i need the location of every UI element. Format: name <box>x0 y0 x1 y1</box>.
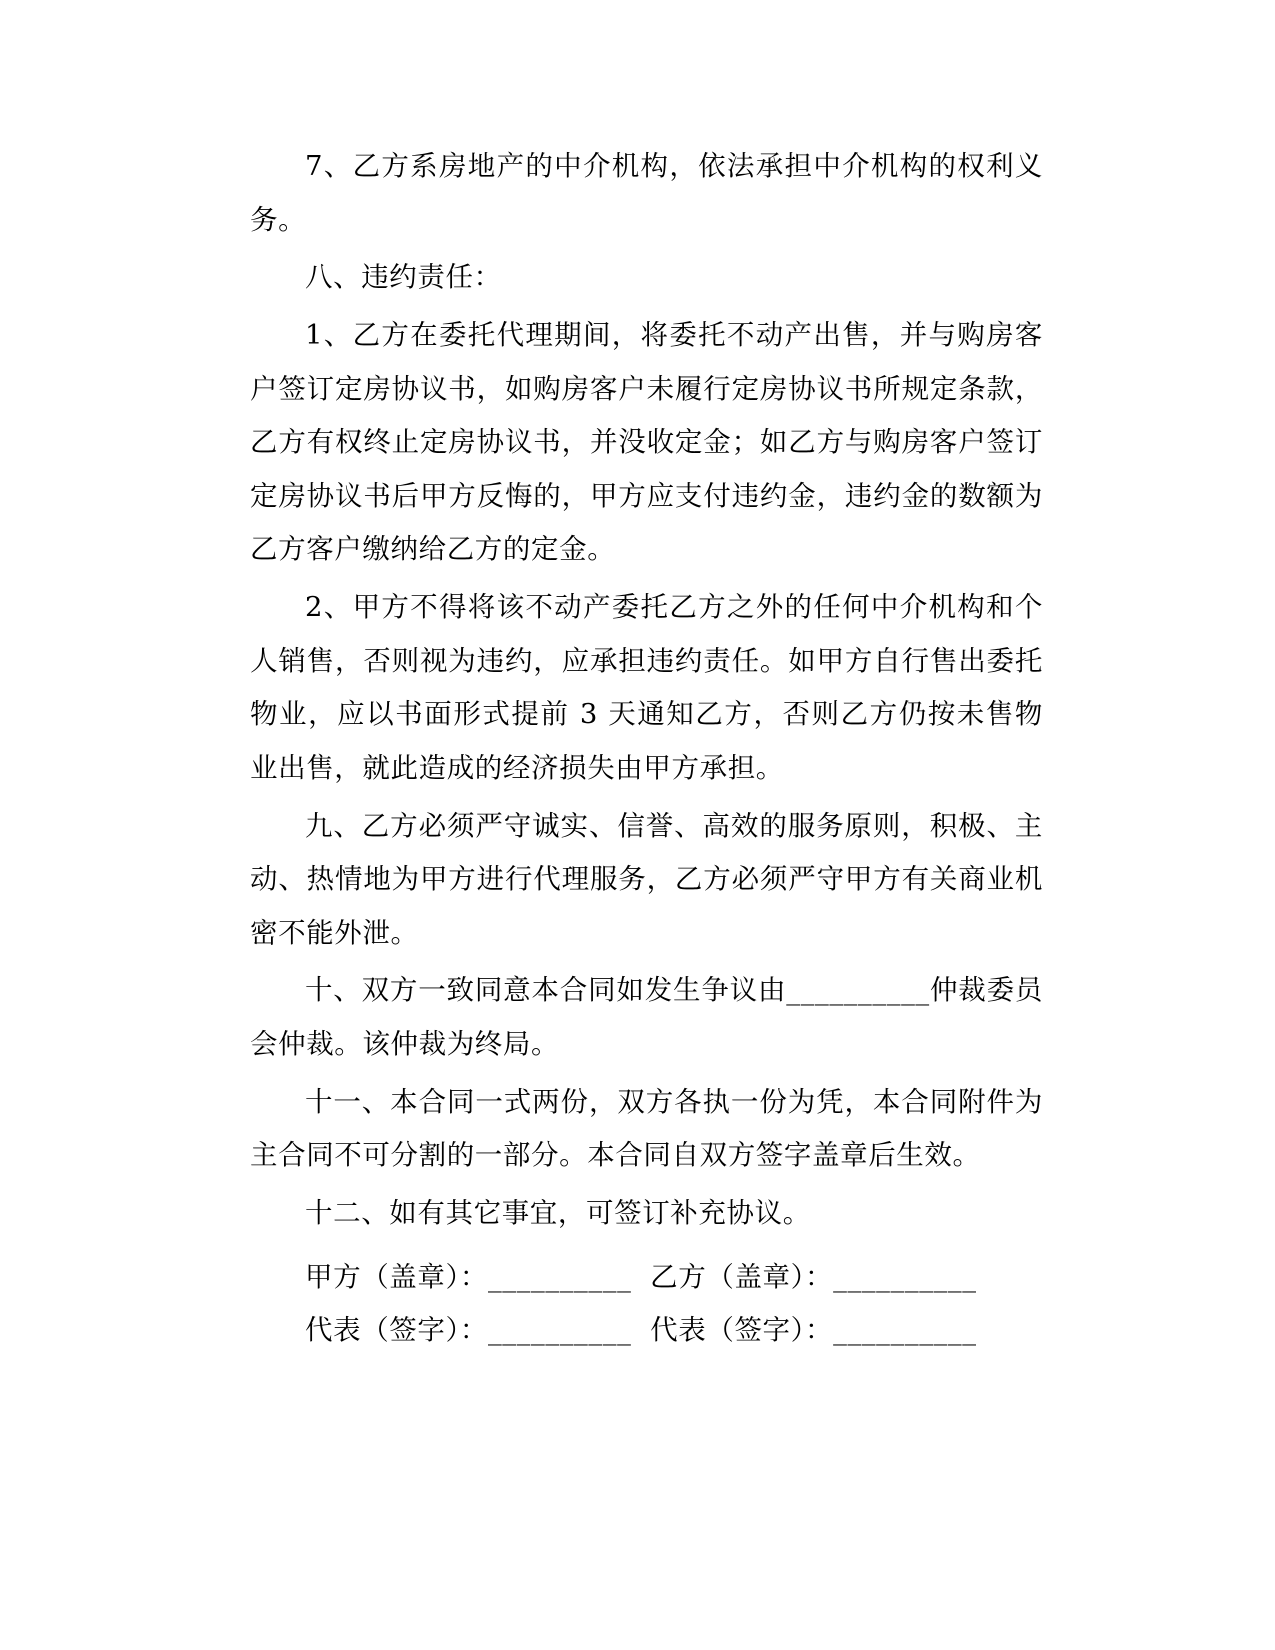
paragraph-section-9: 九、乙方必须严守诚实、信誉、高效的服务原则，积极、主动、热情地为甲方进行代理服务，乙方必须严守甲方有关商业机密不能外泄。 <box>250 809 1043 949</box>
signature-sign-line <box>250 1304 1043 1358</box>
party-b-sign-blank: __________ <box>833 1314 977 1347</box>
section-10-blank: __________ <box>786 974 930 1007</box>
paragraph-section-10 <box>250 964 1043 1071</box>
party-a-sign-blank: __________ <box>487 1314 632 1347</box>
document-body <box>250 140 1043 1358</box>
paragraph-section-12: 十二、如有其它事宜，可签订补充协议。 <box>305 1196 811 1229</box>
party-b-sign-label: 代表（签字）： <box>650 1314 834 1347</box>
section-10-suffix: 仲裁委员会仲裁。该仲裁为终局。 <box>250 974 1044 1060</box>
paragraph-clause-8-2: 2、甲方不得将该不动产委托乙方之外的任何中介机构和个人销售，否则视为违约，应承担违约责任。如甲方自行售出委托物业，应以书面形式提前 3 天通知乙方，否则乙方仍按未售物业出售，就此造成的经济损失由甲方承担。 <box>250 591 1043 784</box>
paragraph-section-11: 十一、本合同一式两份，双方各执一份为凭，本合同附件为主合同不可分割的一部分。本合同自双方签字盖章后生效。 <box>250 1085 1043 1172</box>
heading-section-8: 八、违约责任： <box>305 261 502 294</box>
paragraph-clause-7: 7、乙方系房地产的中介机构，依法承担中介机构的权利义务。 <box>250 150 1043 236</box>
party-a-sign-label: 代表（签字）： <box>305 1314 488 1347</box>
section-10-prefix: 十、双方一致同意本合同如发生争议由 <box>305 974 787 1007</box>
signature-stamp-line <box>250 1251 1043 1305</box>
party-a-stamp-label: 甲方（盖章）： <box>305 1260 488 1293</box>
party-b-stamp-blank: __________ <box>833 1260 977 1293</box>
party-a-stamp-blank: __________ <box>487 1260 632 1293</box>
party-b-stamp-label: 乙方（盖章）： <box>650 1260 834 1293</box>
paragraph-clause-8-1: 1、乙方在委托代理期间，将委托不动产出售，并与购房客户签订定房协议书，如购房客户未履行定房协议书所规定条款，乙方有权终止定房协议书，并没收定金；如乙方与购房客户签订定房协议书后甲方反悔的，甲方应支付违约金，违约金的数额为乙方客户缴纳给乙方的定金。 <box>250 318 1043 566</box>
